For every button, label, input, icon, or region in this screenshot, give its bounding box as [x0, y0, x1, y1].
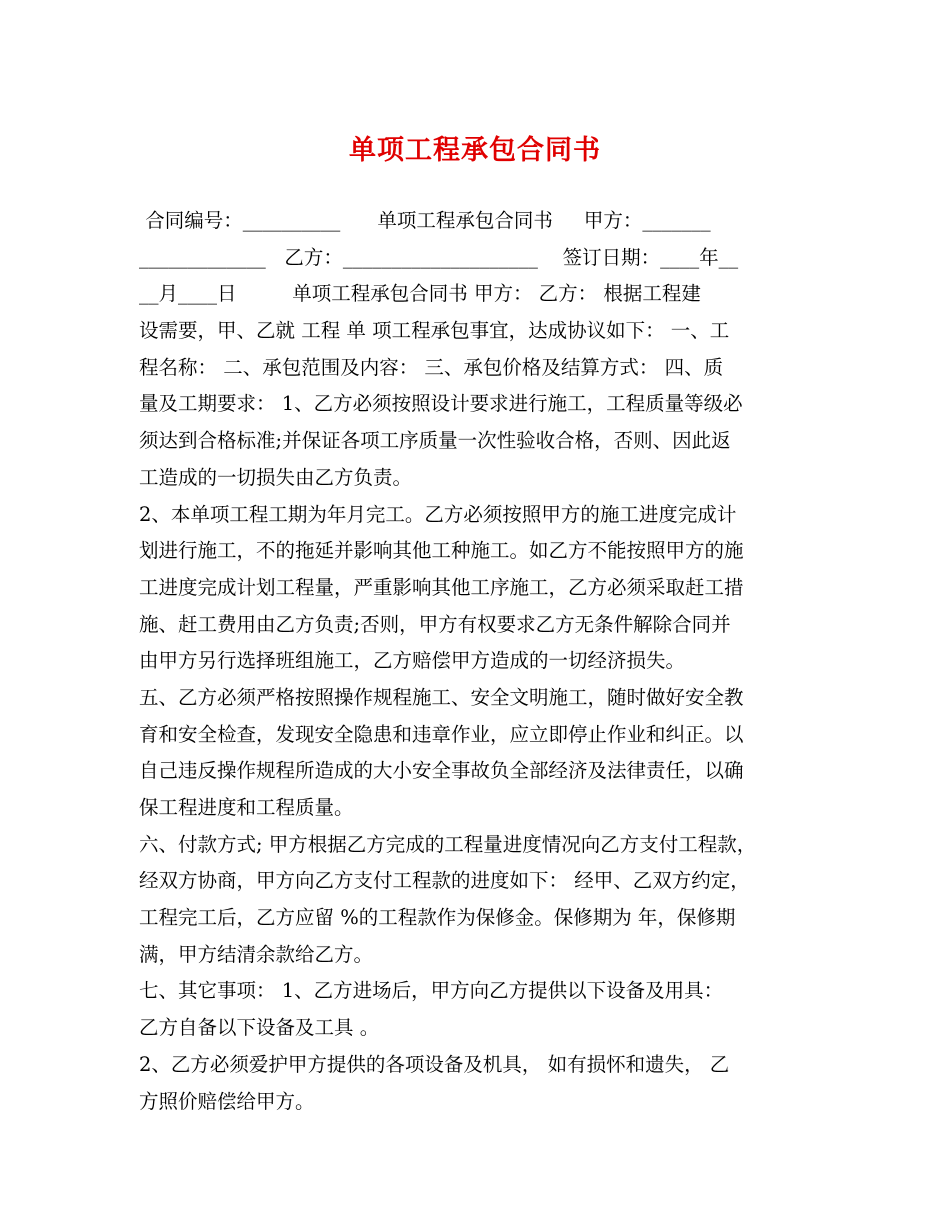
body-line: 程名称： 二、承包范围及内容： 三、承包价格及结算方式： 四、质: [139, 355, 724, 379]
body-line: __月____日 单项工程承包合同书 甲方： 乙方： 根据工程建: [139, 282, 701, 306]
body-line: 2、乙方必须爱护甲方提供的各项设备及机具， 如有损怀和遗失， 乙: [139, 1052, 730, 1076]
body-line: 由甲方另行选择班组施工，乙方赔偿甲方造成的一切经济损失。: [139, 649, 686, 673]
document-body: [139, 203, 815, 1120]
body-line: 经双方协商，甲方向乙方支付工程款的进度如下： 经甲、乙双方约定，: [139, 869, 750, 893]
body-line: 设需要，甲、乙就 工程 单 项工程承包事宜，达成协议如下： 一、工: [139, 319, 730, 343]
body-line: 划进行施工，不的拖延并影响其他工种施工。如乙方不能按照甲方的施: [139, 539, 744, 563]
body-line: 五、乙方必须严格按照操作规程施工、安全文明施工，随时做好安全教: [139, 685, 744, 709]
body-line: 施、赶工费用由乙方负责;否则，甲方有权要求乙方无条件解除合同并: [139, 612, 731, 636]
body-line: 须达到合格标准;并保证各项工序质量一次性验收合格，否则、因此返: [139, 429, 731, 453]
body-line: 2、本单项工程工期为年月完工。乙方必须按照甲方的施工进度完成计: [139, 502, 737, 526]
body-line: 工程完工后，乙方应留 %的工程款作为保修金。保修期为 年，保修期: [139, 906, 736, 930]
body-line: 七、其它事项： 1、乙方进场后，甲方向乙方提供以下设备及用具：: [139, 979, 724, 1003]
body-line: 六、付款方式; 甲方根据乙方完成的工程量进度情况向乙方支付工程款，: [139, 832, 757, 856]
body-line: _____________ 乙方：____________________ 签订日期：____年__: [139, 245, 739, 269]
body-line: 量及工期要求： 1、乙方必须按照设计要求进行施工，工程质量等级必: [139, 392, 743, 416]
body-line: 工造成的一切损失由乙方负责。: [139, 465, 413, 489]
document-title: 单项工程承包合同书: [349, 135, 601, 166]
body-line: 自己违反操作规程所造成的大小安全事故负全部经济及法律责任，以确: [139, 759, 744, 783]
body-line: 合同编号：__________ 单项工程承包合同书 甲方：_______: [139, 209, 711, 232]
body-line: 工进度完成计划工程量，严重影响其他工序施工，乙方必须采取赶工措: [139, 575, 744, 599]
body-line: 满，甲方结清余款给乙方。: [139, 942, 374, 966]
body-line: 方照价赔偿给甲方。: [139, 1089, 315, 1113]
body-line: 保工程进度和工程质量。: [139, 796, 354, 819]
body-line: 乙方自备以下设备及工具 。: [139, 1016, 380, 1040]
body-line: 育和安全检查，发现安全隐患和违章作业，应立即停止作业和纠正。以: [139, 722, 744, 746]
